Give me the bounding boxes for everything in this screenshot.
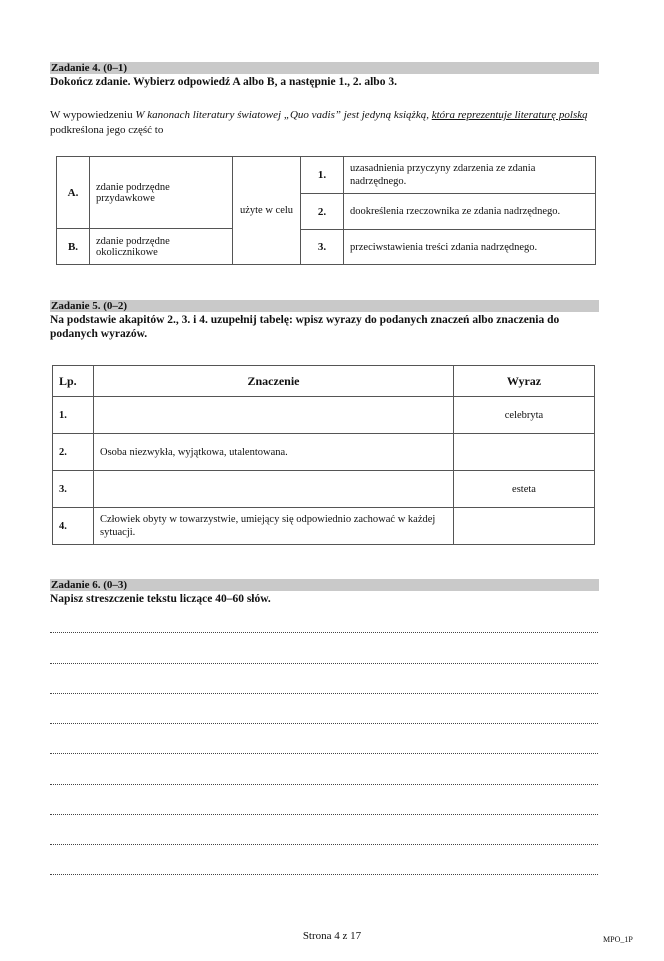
- task5-instruction: Na podstawie akapitów 2., 3. i 4. uzupełnij tabelę: wpisz wyrazy do podanych znaczeń albo znaczenia do podanych wyrazów.: [50, 314, 560, 340]
- table-row: [53, 471, 595, 508]
- task6-instruction: Napisz streszczenie tekstu liczące 40–60 słów.: [50, 593, 271, 605]
- option-2-number[interactable]: 2.: [301, 194, 344, 230]
- task4-intro: [50, 108, 600, 138]
- table-row: [53, 508, 595, 545]
- table-row: [53, 397, 595, 434]
- row-number: 1.: [53, 397, 94, 434]
- row-number: 4.: [53, 508, 94, 545]
- word-cell[interactable]: [454, 434, 595, 471]
- task4-intro-italic: W kanonach literatury światowej „Quo vadis” jest jedyną książką,: [135, 109, 432, 121]
- column-header-lp: Lp.: [53, 366, 94, 397]
- option-b-text: zdanie podrzędne okolicznikowe: [90, 229, 233, 265]
- page-number: Strona 4 z 17: [302, 930, 362, 942]
- table-row: [53, 434, 595, 471]
- option-3-number[interactable]: 3.: [301, 230, 344, 265]
- task4-table: [56, 156, 596, 265]
- task4-intro-underlined: która reprezentuje literaturę polską: [431, 109, 588, 121]
- column-header-word: Wyraz: [454, 366, 595, 397]
- option-b-letter[interactable]: B.: [57, 229, 90, 265]
- meaning-cell: Osoba niezwykła, wyjątkowa, utalentowana.: [94, 434, 454, 471]
- document-code: MPO_1P: [603, 935, 633, 944]
- meaning-cell[interactable]: [94, 397, 454, 434]
- meaning-cell[interactable]: [94, 471, 454, 508]
- answer-line[interactable]: [50, 723, 598, 724]
- answer-line[interactable]: [50, 753, 598, 754]
- task5-table: [52, 365, 595, 545]
- answer-line[interactable]: [50, 784, 598, 785]
- answer-line[interactable]: [50, 874, 598, 875]
- answer-line[interactable]: [50, 693, 598, 694]
- option-1-text: uzasadnienia przyczyny zdarzenia ze zdania nadrzędnego.: [344, 157, 596, 194]
- row-number: 2.: [53, 434, 94, 471]
- answer-line[interactable]: [50, 632, 598, 633]
- task4-intro-prefix: W wypowiedzeniu: [50, 109, 136, 121]
- option-3-text: przeciwstawienia treści zdania nadrzędnego.: [344, 230, 596, 265]
- word-cell[interactable]: [454, 508, 595, 545]
- column-header-meaning: Znaczenie: [94, 366, 454, 397]
- answer-line[interactable]: [50, 814, 598, 815]
- task4-header: Zadanie 4. (0–1): [50, 62, 599, 74]
- option-1-number[interactable]: 1.: [301, 157, 344, 194]
- task4-intro-suffix: podkreślona jego część to: [50, 124, 164, 136]
- meaning-cell: Człowiek obyty w towarzystwie, umiejący się odpowiednio zachować w każdej sytuacji.: [94, 508, 454, 545]
- task6-header: Zadanie 6. (0–3): [50, 579, 599, 591]
- word-cell: celebryta: [454, 397, 595, 434]
- answer-line[interactable]: [50, 663, 598, 664]
- option-a-text: zdanie podrzędne przydawkowe: [90, 157, 233, 229]
- option-2-text: dookreślenia rzeczownika ze zdania nadrzędnego.: [344, 194, 596, 230]
- task4-instruction: Dokończ zdanie. Wybierz odpowiedź A albo B, a następnie 1., 2. albo 3.: [50, 76, 397, 88]
- task5-header: Zadanie 5. (0–2): [50, 300, 599, 312]
- word-cell: esteta: [454, 471, 595, 508]
- option-a-letter[interactable]: A.: [57, 157, 90, 229]
- middle-text: użyte w celu: [233, 157, 301, 265]
- answer-line[interactable]: [50, 844, 598, 845]
- row-number: 3.: [53, 471, 94, 508]
